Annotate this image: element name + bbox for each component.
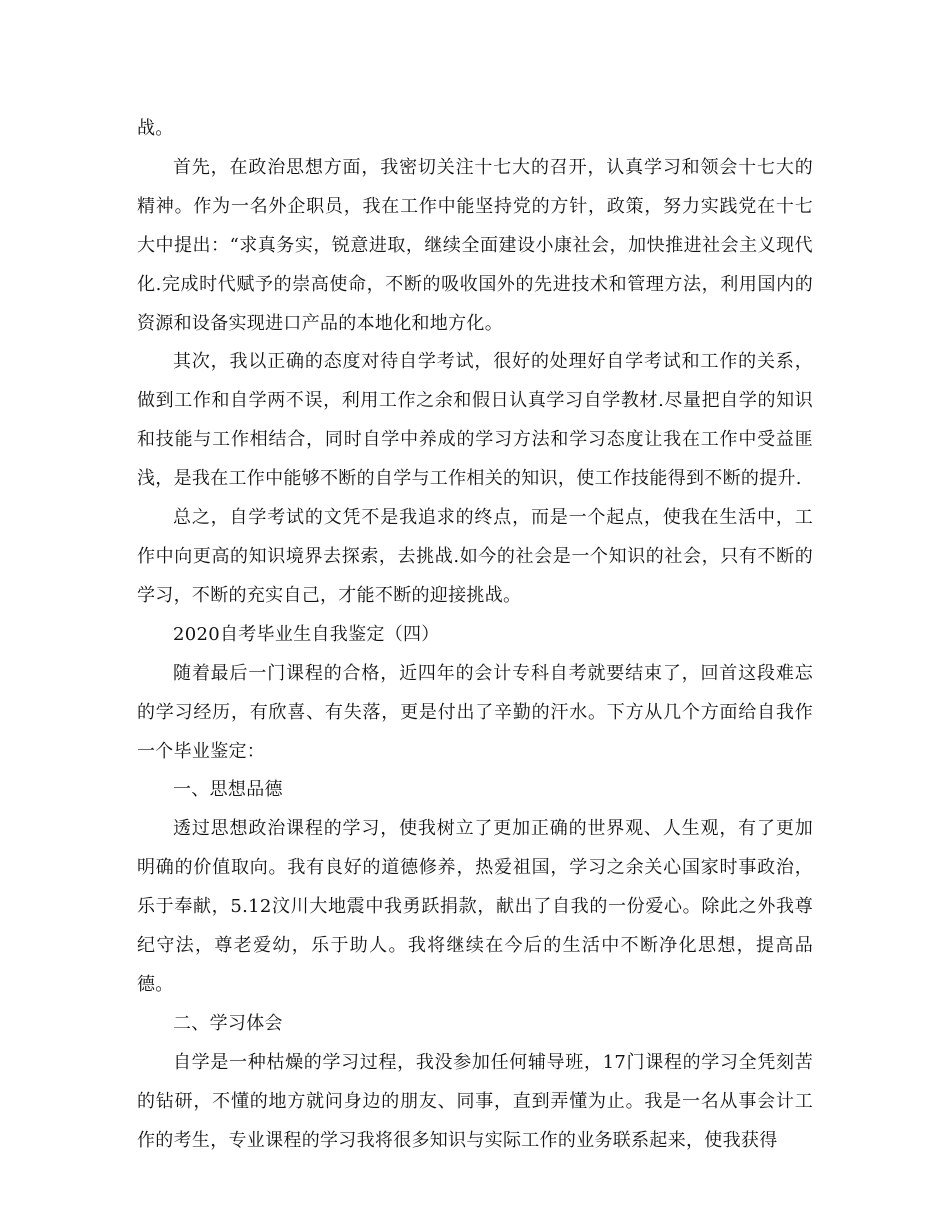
section-title: 2020自考毕业生自我鉴定（四） [173,623,440,645]
paragraph-moral-character: 透过思想政治课程的学习，使我树立了更加正确的世界观、人生观，有了更加明确的价值取向。我有良好的道德修养，热爱祖国，学习之余关心国家时事政治，乐于奉献，5.12汶川大地震中我勇跃捐款，献出了自我的一份爱心。除此之外我尊纪守法，尊老爱幼，乐于助人。我将继续在今后的生活中不断净化思想，提高品德。 [137,818,813,995]
paragraph-learning-experience: 自学是一种枯燥的学习过程，我没参加任何辅导班，17门课程的学习全凭刻苦的钻研，不懂的地方就问身边的朋友、同事，直到弄懂为止。我是一名从事会计工作的考生，专业课程的学习我将很多知识与实际工作的业务联系起来，使我获得 [137,1051,813,1151]
heading-learning-experience: 二、学习体会 [173,1012,283,1034]
paragraph-self-study-attitude: 其次，我以正确的态度对待自学考试，很好的处理好自学考试和工作的关系，做到工作和自学两不误，利用工作之余和假日认真学习自学教材.尽量把自学的知识和技能与工作相结合，同时自学中养成的学习方法和学习态度让我在工作中受益匪浅，是我在工作中能够不断的自学与工作相关的知识，使工作技能得到不断的提升. [137,351,813,490]
paragraph-conclusion: 总之，自学考试的文凭不是我追求的终点，而是一个起点，使我在生活中，工作中向更高的知识境界去探索，去挑战.如今的社会是一个知识的社会，只有不断的学习，不断的充实自己，才能不断的迎接挑战。 [137,507,813,606]
paragraph-continuation: 战。 [137,118,174,139]
heading-moral-character: 一、思想品德 [173,779,283,801]
paragraph-political-thought: 首先，在政治思想方面，我密切关注十七大的召开，认真学习和领会十七大的精神。作为一名外企职员，我在工作中能坚持党的方针，政策，努力实践党在十七大中提出：“求真务实，锐意进取，继续全面建设小康社会，加快推进社会主义现代化.完成时代赋予的崇高使命，不断的吸收国外的先进技术和管理方法，利用国内的资源和设备实现进口产品的本地化和地方化。 [137,156,813,334]
document-page [137,110,813,1160]
paragraph-introduction: 随着最后一门课程的合格，近四年的会计专科自考就要结束了，回首这段难忘的学习经历，有欣喜、有失落，更是付出了辛勤的汗水。下方从几个方面给自我作一个毕业鉴定： [137,662,813,762]
